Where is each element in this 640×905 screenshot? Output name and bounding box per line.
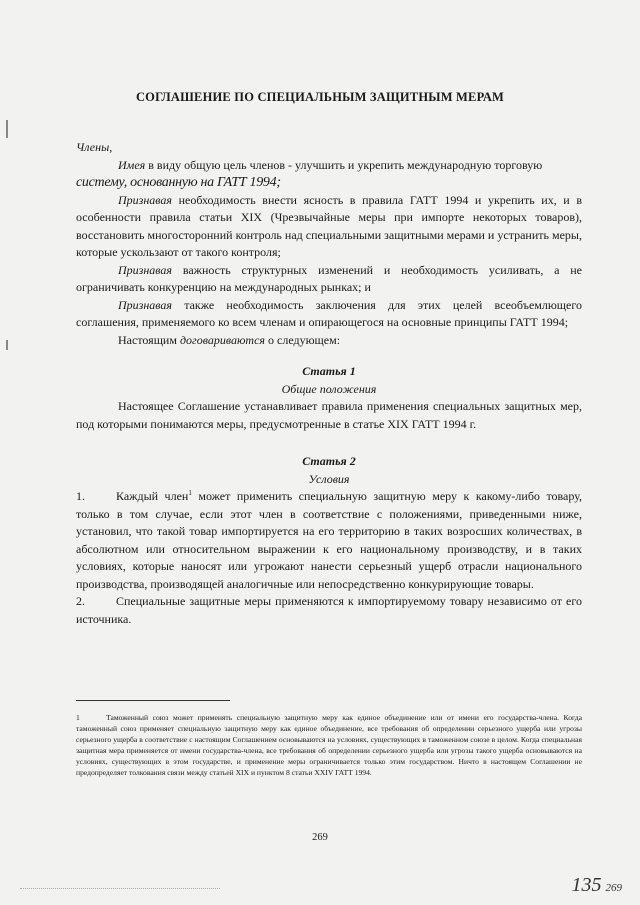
preamble-paragraph-2 <box>76 192 582 262</box>
scan-edge-mark <box>6 120 8 138</box>
scan-edge-mark <box>6 340 8 350</box>
footnote-divider <box>76 700 230 701</box>
preamble-p1-text: в виду общую цель членов - улучшить и укрепить международную торговую <box>145 157 543 172</box>
preamble-p3-lead: Признавая <box>118 262 173 277</box>
preamble-p4-lead: Признавая <box>118 297 173 312</box>
footnote-text: Таможенный союз может применять специальную защитную меру как единое объединение или от имени его государства-члена. Когда таможенный союз применяет специальную защитную меру как единое объединение, все требования об определении серьезного ущерба или угрозы серьезного ущерба в соответствие с настоящим Соглашением основываются на условиях, существующих в таможенном союзе в целом. Когда специальная защитная мера применяется от имени государства-члена, все требования об определении серьезного ущерба или угрозы такого ущерба основываются на условиях, существующих в этом государстве, и применение меры ограничивается только этим государством. Ничто в настоящем Соглашении не предопределяет толкования связи между статьей XIX и пунктом 8 статьи XXIV ГАТТ 1994. <box>76 713 582 777</box>
item-1-text-start: Каждый член <box>116 489 189 503</box>
preamble-p4-text: также необходимость заключения для этих целей всеобъемлющего соглашения, применяемого ко всем членам и опирающегося на основные принципы ГАТТ 1994; <box>76 297 582 329</box>
article-2-item-2 <box>76 593 582 628</box>
article-1-text: Настоящее Соглашение устанавливает правила применения специальных защитных мер, под которыми понимаются меры, предусмотренные в статье XIX ГАТТ 1994 г. <box>76 399 582 431</box>
article-2-subheading: Условия <box>308 471 350 486</box>
preamble-members: Члены, <box>76 140 113 154</box>
preamble-paragraph-4 <box>76 297 582 332</box>
item-number: 2. <box>76 594 85 608</box>
preamble-p2-text: необходимость внести ясность в правила ГАТТ 1994 и укрепить их, и в особенности правила статьи XIX (Чрезвычайные меры при импорте некоторых товаров), восстановить многосторонний контроль над специальными защитными мерами и устранить меры, которые ускользают от такого контроля; <box>76 192 582 259</box>
preamble-p2-lead: Признавая <box>118 192 173 207</box>
preamble-p1-lead: Имея <box>118 157 146 172</box>
handwritten-number-small: 269 <box>605 882 622 894</box>
handwritten-annotation <box>572 874 623 897</box>
footnote <box>76 712 582 778</box>
article-1-subheading: Общие положения <box>281 381 377 396</box>
preamble-paragraph-1 <box>76 157 582 175</box>
preamble-p5-start: Настоящим <box>118 332 180 347</box>
article-2-heading: Статья 2 <box>302 454 356 468</box>
preamble-p3-text: важность структурных изменений и необходимость усиливать, а не ограничивать конкуренцию на международных рынках; и <box>76 262 582 294</box>
preamble-paragraph-5 <box>76 332 582 350</box>
article-2-item-1 <box>76 488 582 593</box>
preamble-p5-italic: договариваются <box>179 332 265 347</box>
handwritten-text: систему, основанную на ГАТТ 1994; <box>76 175 281 190</box>
scan-bottom-mark <box>20 888 220 889</box>
item-2-text: Специальные защитные меры применяются к импортируемому товару независимо от его источника. <box>76 594 582 626</box>
document-title: СОГЛАШЕНИЕ ПО СПЕЦИАЛЬНЫМ ЗАЩИТНЫМ МЕРАМ <box>135 90 505 104</box>
page-number: 269 <box>312 832 328 843</box>
item-1-text: может применить специальную защитную меру к какому-либо товару, только в том случае, если этот член в соответствие с положениями, приведенными ниже, установил, что такой товар импортируется на его территорию в таких возросших количествах, в абсолютном или относительном выражении к его национальному производству, и в таких условиях, которые наносят или угрожают нанести серьезный ущерб отрасли национального производства, производящей аналогичные или непосредственно конкурирующие товары. <box>76 489 583 591</box>
article-1-heading: Статья 1 <box>302 364 356 378</box>
preamble-p5-end: о следующем: <box>265 332 341 347</box>
document-body <box>76 139 582 628</box>
preamble-paragraph-3 <box>76 262 582 297</box>
preamble-paragraph-1-handwritten <box>76 174 582 192</box>
footnote-number: 1 <box>76 713 80 722</box>
item-number: 1. <box>76 489 85 503</box>
handwritten-number: 135 <box>571 874 602 896</box>
footnote-ref: 1 <box>188 489 192 497</box>
